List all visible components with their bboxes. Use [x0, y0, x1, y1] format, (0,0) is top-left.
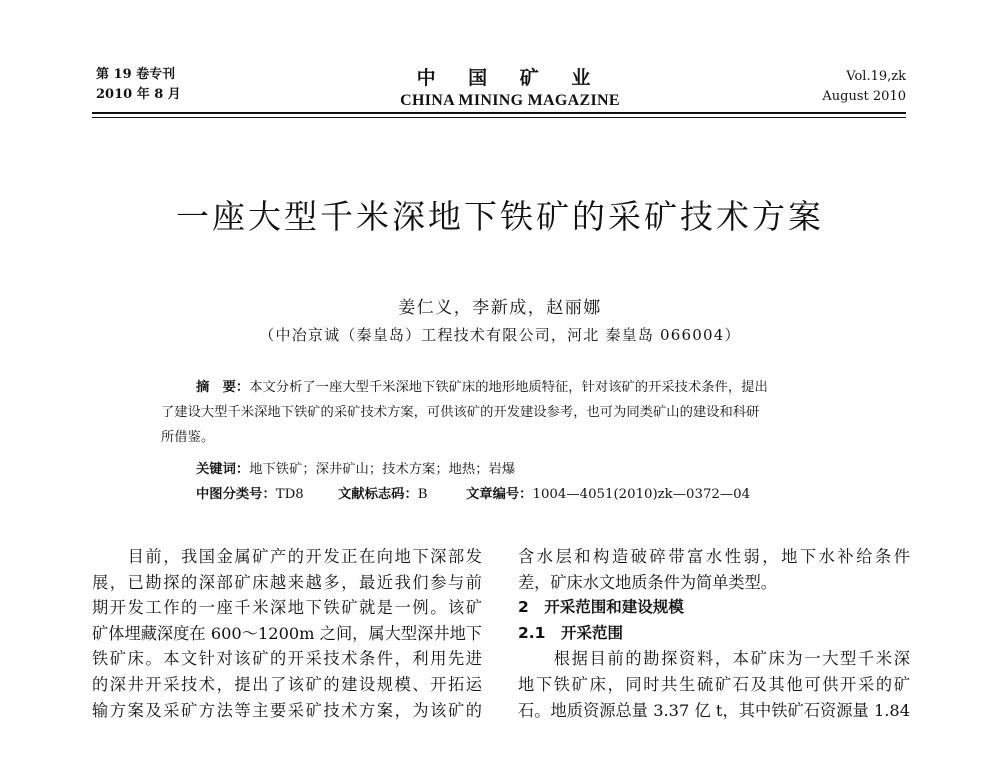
body-line: 差，矿床水文地质条件为简单类型。: [518, 572, 777, 592]
body-line: 的深井开采技术，提出了该矿的建设规模、开拓运: [92, 674, 482, 694]
keywords-label: 关键词：: [196, 462, 250, 477]
issue-date-cn: 2010 年 8 月: [96, 87, 181, 102]
body-line: 含水层和构造破碎带富水性弱，地下水补给条件: [518, 547, 910, 566]
doc-code-value: B: [417, 487, 428, 502]
abstract-line-3: 所借鉴。: [161, 430, 215, 445]
body-line: 地下铁矿床，同时共生硫矿石及其他可供开采的矿: [518, 674, 910, 694]
body-line: 铁矿床。本文针对该矿的开采技术条件，利用先进: [92, 649, 482, 669]
body-right-column: [518, 544, 910, 723]
body-line: 输方案及采矿方法等主要采矿技术方案，为该矿的: [92, 700, 482, 720]
body-line: 期开发工作的一座千米深地下铁矿就是一例。该矿: [92, 598, 482, 618]
header-rule-thin: [92, 117, 906, 118]
body-line: 目前，我国金属矿产的开发正在向地下深部发: [92, 547, 482, 566]
article-title: 一座大型千米深地下铁矿的采矿技术方案: [176, 197, 824, 236]
journal-name-cn: 中 国 矿 业: [416, 67, 604, 89]
clc-value: TD8: [275, 487, 304, 502]
volume-label-en: Vol.19,zk: [846, 69, 906, 84]
article-authors: 姜仁义，李新成，赵丽娜: [398, 298, 602, 318]
body-line: 展，已勘探的深部矿床越来越多，最近我们参与前: [92, 572, 482, 592]
abstract-line-2: 了建设大型千米深地下铁矿的采矿技术方案，可供该矿的开发建设参考，也可为同类矿山的建设和科研: [161, 405, 760, 420]
keywords-text: 地下铁矿；深井矿山；技术方案；地热；岩爆: [249, 462, 516, 477]
issue-date-en: August 2010: [822, 89, 906, 104]
abstract-line-1: [196, 378, 768, 398]
body-line: 石。地质资源总量 3.37 亿 t，其中铁矿石资源量 1.84: [518, 700, 910, 720]
abstract-text: 本文分析了一座大型千米深地下铁矿床的地形地质特征，针对该矿的开采技术条件，提出: [249, 380, 768, 395]
journal-name-en: CHINA MINING MAGAZINE: [400, 92, 620, 109]
abstract-label: 摘 要：: [196, 380, 250, 395]
header-rule-thick: [92, 112, 906, 114]
volume-label: 第 19 卷专刊: [96, 67, 176, 82]
body-line: 根据目前的勘探资料，本矿床为一大型千米深: [518, 649, 910, 669]
body-line: 矿体埋藏深度在 600～1200m 之间，属大型深井地下: [92, 623, 482, 643]
article-no-label: 文章编号：: [466, 487, 533, 502]
document-code-line: [338, 485, 428, 505]
article-no-value: 1004—4051(2010)zk—0372—04: [532, 487, 751, 502]
article-number-line: [466, 485, 750, 505]
keywords-line: [196, 460, 515, 480]
doc-code-label: 文献标志码：: [338, 487, 418, 502]
body-left-column: [92, 544, 482, 723]
section-heading: 2 开采范围和建设规模: [518, 598, 684, 617]
clc-label: 中图分类号：: [196, 487, 276, 502]
author-affiliation: （中冶京诚（秦皇岛）工程技术有限公司，河北 秦皇岛 066004）: [259, 326, 741, 344]
subsection-heading: 2.1 开采范围: [518, 623, 623, 642]
classification-line: [196, 485, 304, 505]
